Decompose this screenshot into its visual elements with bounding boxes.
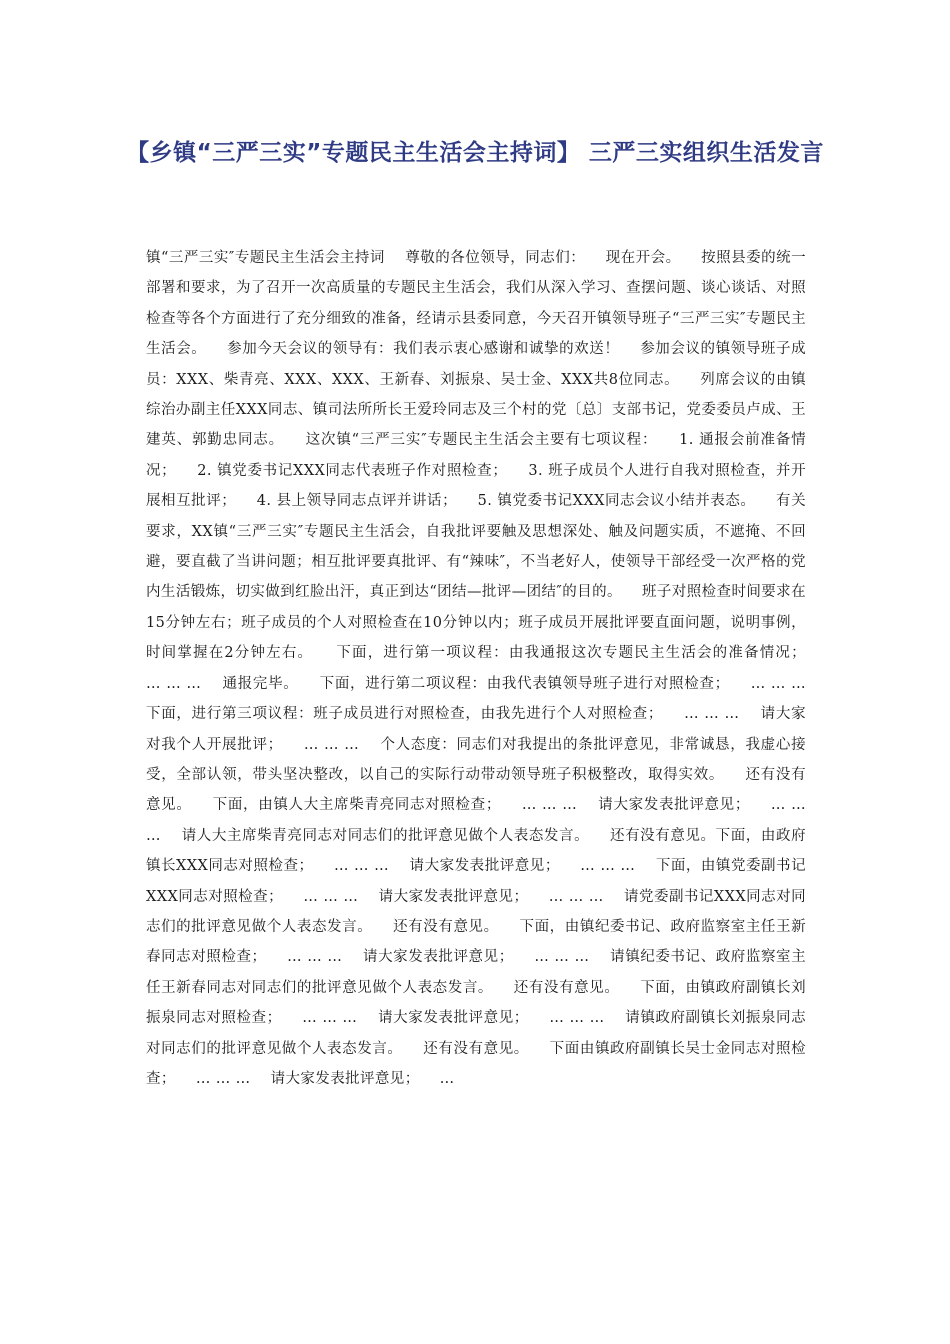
document-body: 镇“三严三实″专题民主生活会主持词 尊敬的各位领导，同志们： 现在开会。 按照县委的统一部署和要求，为了召开一次高质量的专题民主生活会，我们从深入学习、查摆问题、谈心谈话、对照检查等各个方面进行了充分细致的准备，经请示县委同意，今天召开镇领导班子“三严三实″专题民主生活会。 参加今天会议的领导有：我们表示衷心感谢和诚挚的欢送！ 参加会议的镇领导班子成员：XXX、柴青亮、XXX、XXX、王新春、刘振泉、吴士金、XXX共8位同志。 列席会议的由镇综治办副主任XXX同志、镇司法所所长王爱玲同志及三个村的党〔总〕支部书记，党委委员卢成、王建英、郭勤忠同志。 这次镇“三严三实″专题民主生活会主要有七项议程： 1. 通报会前准备情况； 2. 镇党委书记XXX同志代表班子作对照检查； 3. 班子成员个人进行自我对照检查，并开展相互批评； 4. 县上领导同志点评并讲话； 5. 镇党委书记XXX同志会议小结并表态。 有关要求，XX镇“三严三实″专题民主生活会，自我批评要触及思想深处、触及问题实质，不遮掩、不回避，要直截了当讲问题；相互批评要真批评、有“辣味″，不当老好人，使领导干部经受一次严格的党内生活锻炼，切实做到红脸出汗，真正到达“团结—批评—团结″的目的。 班子对照检查时间要求在15分钟左右；班子成员的个人对照检查在10分钟以内；班子成员开展批评要直面问题，说明事例，时间掌握在2分钟左右。 下面，进行第一项议程：由我通报这次专题民主生活会的准备情况； … … … 通报完毕。 下面，进行第二项议程：由我代表镇领导班子进行对照检查； … … … 下面，进行第三项议程：班子成员进行对照检查，由我先进行个人对照检查； … … … 请大家对我个人开展批评； … … … 个人态度：同志们对我提出的条批评意见，非常诚恳，我虚心接受，全部认领，带头坚决整改，以自己的实际行动带动领导班子积极整改，取得实效。 还有没有意见。 下面，由镇人大主席柴青亮同志对照检查； … … … 请大家发表批评意见； … … … 请人大主席柴青亮同志对同志们的批评意见做个人表态发言。 还有没有意见。下面，由政府镇长XXX同志对照检查； … … … 请大家发表批评意见； … … … 下面，由镇党委副书记XXX同志对照检查； … … … 请大家发表批评意见； … … … 请党委副书记XXX同志对同志们的批评意见做个人表态发言。 还有没有意见。 下面，由镇纪委书记、政府监察室主任王新春同志对照检查； … … … 请大家发表批评意见； … … … 请镇纪委书记、政府监察室主任王新春同志对同志们的批评意见做个人表态发言。 还有没有意见。 下面，由镇政府副镇长刘振泉同志对照检查； … … … 请大家发表批评意见； … … … 请镇政府副镇长刘振泉同志对同志们的批评意见做个人表态发言。 还有没有意见。 下面由镇政府副镇长吴士金同志对照检查； … … … 请大家发表批评意见； … [146,250,827,1087]
document-title: 【乡镇“三严三实”专题民主生活会主持词】 三严三实组织生活发言 [126,140,824,166]
